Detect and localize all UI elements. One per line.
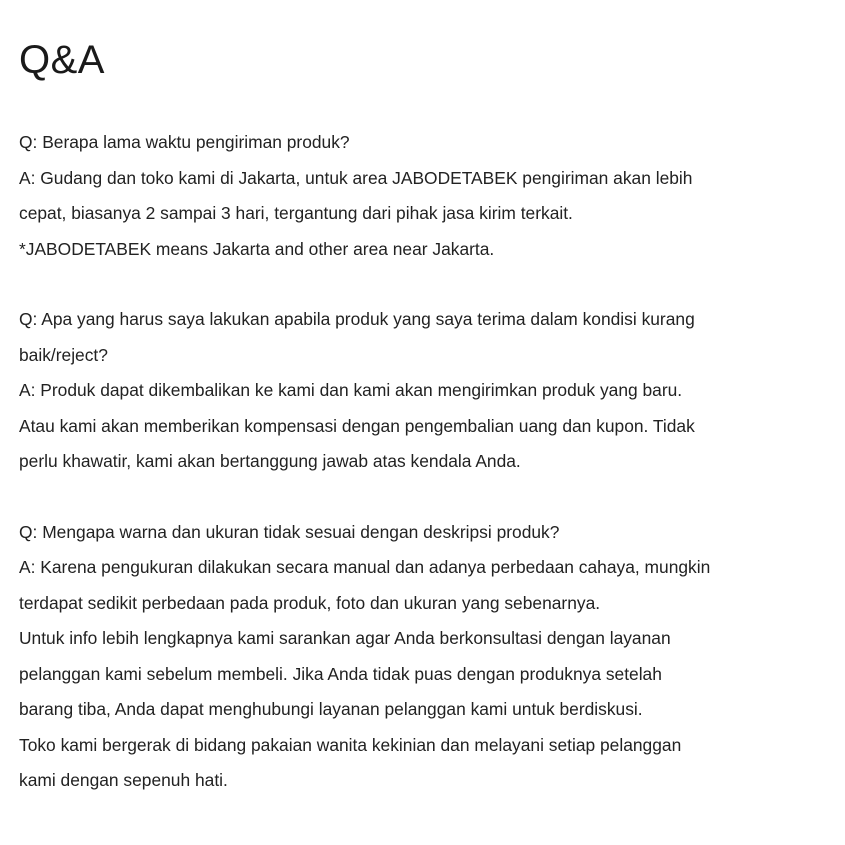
question-text: Q: Apa yang harus saya lakukan apabila produk yang saya terima dalam kondisi kurang [19, 309, 695, 329]
answer-text: pelanggan kami sebelum membeli. Jika Anda tidak puas dengan produknya setelah [19, 663, 662, 684]
page-title: Q&A [19, 38, 105, 82]
answer-text: A: Karena pengukuran dilakukan secara manual dan adanya perbedaan cahaya, mungkin [19, 557, 711, 577]
answer-text: cepat, biasanya 2 sampai 3 hari, tergantung dari pihak jasa kirim terkait. [19, 203, 573, 223]
answer-text: Toko kami bergerak di bidang pakaian wanita kekinian dan melayani setiap pelanggan [19, 734, 682, 755]
qa-section-reject-product [19, 302, 825, 480]
answer-text: kami dengan sepenuh hati. [19, 770, 228, 790]
qa-section-color-size [19, 515, 825, 799]
answer-text: Atau kami akan memberikan kompensasi dengan pengembalian uang dan kupon. Tidak [19, 415, 695, 436]
question-text: baik/reject? [19, 344, 108, 365]
question-text: Q: Berapa lama waktu pengiriman produk? [19, 132, 350, 152]
answer-text: Untuk info lebih lengkapnya kami sarankan agar Anda berkonsultasi dengan layanan [19, 628, 671, 648]
qa-section-shipping-time [19, 125, 825, 267]
question-text: Q: Mengapa warna dan ukuran tidak sesuai dengan deskripsi produk? [19, 521, 560, 542]
answer-text: A: Gudang dan toko kami di Jakarta, untuk area JABODETABEK pengiriman akan lebih [19, 167, 693, 188]
answer-text: A: Produk dapat dikembalikan ke kami dan kami akan mengirimkan produk yang baru. [19, 380, 683, 400]
answer-note-text: *JABODETABEK means Jakarta and other area near Jakarta. [19, 238, 495, 259]
answer-text: perlu khawatir, kami akan bertanggung jawab atas kendala Anda. [19, 451, 521, 471]
answer-text: terdapat sedikit perbedaan pada produk, foto dan ukuran yang sebenarnya. [19, 592, 601, 613]
answer-text: barang tiba, Anda dapat menghubungi layanan pelanggan kami untuk berdiskusi. [19, 699, 643, 719]
